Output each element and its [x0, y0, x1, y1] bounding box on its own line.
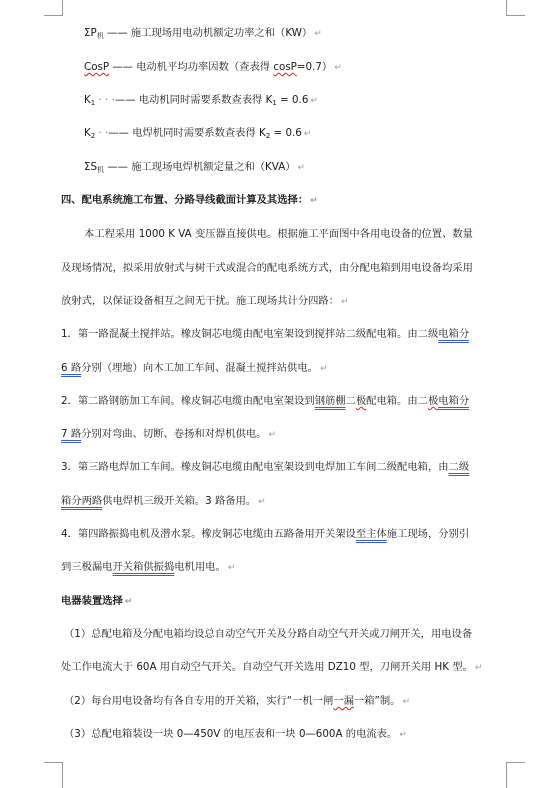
legend-line-sum-s: $\Sigma S_机$ —— 施工现场电焊机额定量之和（KVA） ↵: [84, 161, 306, 174]
section-heading-electrical: 电器装置选择 ↵: [61, 595, 133, 607]
item-2: （2）每台用电设备均有各自专用的开关箱，实行“一机一闸一漏一箱”制。 ↵: [64, 695, 410, 707]
item-1-line-2: 处工作电流大于 60A 用自动空气开关。自动空气开关选用 DZ10 型，刀闸开关用 HK 型。 ↵: [61, 661, 483, 673]
route-3-line-2: 箱分两路供电焊机三级开关箱。3 路备用。 ↵: [61, 495, 266, 507]
route-2-line-2: 7 路分别对弯曲、切断、卷扬和对焊机供电。 ↵: [61, 428, 277, 440]
crop-mark-bottom-left: [44, 762, 63, 788]
route-1-line-2: 6 路分别（埋地）向木工加工车间、混凝土搅拌站供电。 ↵: [61, 362, 328, 374]
intro-line-1: 本工程采用 1000 K VA 变压器直接供电。根据施工平面图中各用电设备的位置、数量: [84, 228, 473, 240]
route-1-line-1: 1．第一路混凝土搅拌站。橡皮铜芯电缆由配电室架设到搅拌站二级配电箱。由二级电箱分: [61, 328, 470, 340]
route-3-line-1: 3．第三路电焊加工车间。橡皮铜芯电缆由配电室架设到电焊加工车间二级配电箱，由二级: [61, 461, 470, 473]
legend-line-sum-p: $\Sigma P_机$ —— 施工现场用电动机额定功率之和（KW） ↵: [84, 27, 322, 40]
route-2-line-1: 2．第二路钢筋加工车间。橡皮铜芯电缆由配电室架设到钢筋棚二极配电箱。由二极电箱分: [61, 395, 470, 407]
item-1-line-1: （1）总配电箱及分配电箱均设总自动空气开关及分路自动空气开关或刀闸开关，用电设备: [64, 628, 473, 640]
legend-line-k2: $K_2$ · ·—— 电焊机同时需要系数查表得 $K_2 = 0.6$ ↵: [84, 127, 312, 140]
intro-line-2: 及现场情况，拟采用放射式与树干式或混合的配电系统方式，由分配电箱到用电设备均采用: [61, 262, 473, 274]
section-heading-4: 四、配电系统施工布置、分路导线截面计算及其选择： ↵: [61, 194, 318, 206]
route-4-line-2: 到三极漏电开关箱供振捣电机用电。 ↵: [61, 561, 236, 573]
intro-line-3: 放射式，以保证设备相互之间无干扰。施工现场共计分四路： ↵: [61, 295, 349, 307]
crop-mark-top-right: [506, 0, 525, 16]
item-3: （3）总配电箱装设一块 0—450V 的电压表和一块 0—600A 的电流表。 ↵: [64, 728, 407, 740]
legend-line-cosp: CosP —— 电动机平均功率因数（查表得 cosP=0.7） ↵: [84, 61, 342, 73]
crop-mark-top-left: [44, 0, 63, 16]
crop-mark-bottom-right: [506, 762, 525, 788]
legend-line-k1: $K_1$ · · ·—— 电动机同时需要系数查表得 $K_1 = 0.6$ ↵: [84, 94, 318, 107]
route-4-line-1: 4．第四路振捣电机及潜水泵。橡皮铜芯电缆由五路备用开关架设至主体施工现场，分别引: [61, 528, 470, 540]
